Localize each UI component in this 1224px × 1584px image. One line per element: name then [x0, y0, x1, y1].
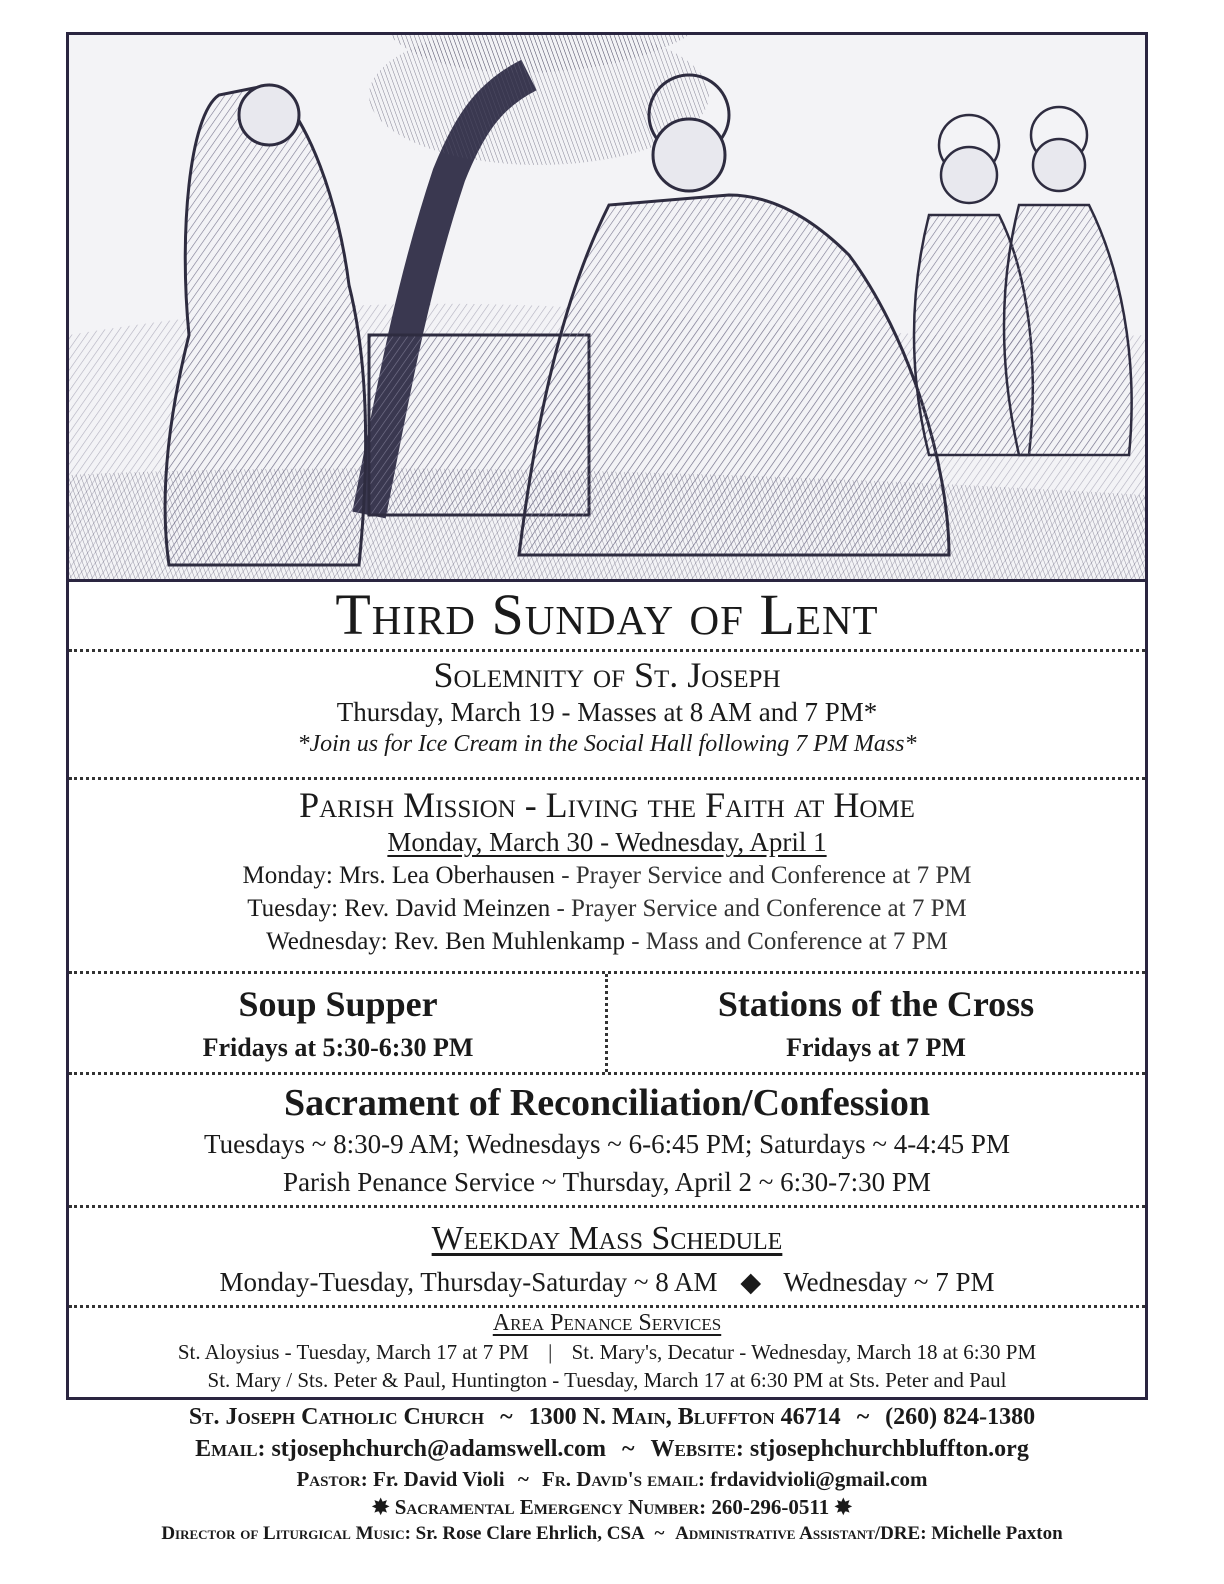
stations-heading: Stations of the Cross	[717, 984, 1035, 1024]
weekday-left: Monday-Tuesday, Thursday-Saturday ~ 8 AM	[219, 1267, 718, 1297]
area-aloysius: St. Aloysius - Tuesday, March 17 at 7 PM	[177, 1340, 529, 1364]
church-phone: (260) 824-1380	[885, 1404, 1036, 1430]
area-line-1	[69, 1338, 1145, 1366]
pastor-email-link[interactable]: frdavidvioli@gmail.com	[710, 1467, 928, 1491]
music-director: Sr. Rose Clare Ehrlich, CSA	[415, 1523, 644, 1544]
stations-of-cross	[607, 974, 1145, 1066]
mission-speaker: Tuesday: Rev. David Meinzen	[247, 895, 551, 922]
divider	[69, 1072, 1145, 1075]
solemnity-section	[69, 655, 1145, 759]
area-penance-section	[69, 1308, 1145, 1394]
penance-service: Parish Penance Service ~ Thursday, April 2 ~ 6:30-7:30 PM	[283, 1167, 931, 1197]
solemnity-masses: Thursday, March 19 - Masses at 8 AM and 7 PM*	[336, 697, 878, 727]
weekday-heading: Weekday Mass Schedule	[431, 1220, 783, 1257]
church-name: St. Joseph Catholic Church	[188, 1404, 485, 1430]
star-icon: ✸	[834, 1495, 853, 1519]
area-decatur: St. Mary's, Decatur - Wednesday, March 18 at 6:30 PM	[571, 1340, 1037, 1364]
area-heading: Area Penance Services	[492, 1310, 722, 1336]
email-link[interactable]: stjosephchurch@adamswell.com	[271, 1436, 606, 1462]
weekday-times	[69, 1259, 1145, 1305]
mission-dates: Monday, March 30 - Wednesday, April 1	[387, 827, 827, 857]
church-info: St. Joseph Catholic Church ~ 1300 N. Main, Bluffton 46714 ~ (260) 824-1380	[188, 1404, 1036, 1430]
website-link[interactable]: stjosephchurchbluffton.org	[749, 1436, 1029, 1462]
mission-event: - Prayer Service and Conference at 7 PM	[554, 862, 972, 889]
assistant-name: Michelle Paxton	[931, 1523, 1063, 1544]
mission-speaker: Wednesday: Rev. Ben Muhlenkamp	[266, 928, 625, 955]
reconciliation-section	[69, 1081, 1145, 1201]
mission-event: - Mass and Conference at 7 PM	[624, 928, 948, 955]
contact-info: Email: stjosephchurch@adamswell.com ~ Website: stjosephchurchbluffton.org	[195, 1436, 1029, 1462]
weekday-right: Wednesday ~ 7 PM	[783, 1267, 995, 1297]
page-title: Third Sunday of Lent	[335, 582, 879, 647]
solemnity-heading: Solemnity of St. Joseph	[433, 655, 781, 695]
staff-info: Director of Liturgical Music: Sr. Rose Clare Ehrlich, CSA ~ Administrative Assistant/DRE: Michelle Paxton	[161, 1523, 1063, 1544]
mission-day-row	[69, 892, 1145, 925]
mission-heading: Parish Mission - Living the Faith at Home	[299, 785, 915, 825]
soup-heading: Soup Supper	[238, 984, 438, 1024]
diamond-icon: ◆	[740, 1267, 762, 1297]
mission-speaker: Monday: Mrs. Lea Oberhausen	[242, 862, 555, 889]
flyer-frame	[66, 32, 1148, 1400]
pastor-name: Fr. David Violi	[372, 1467, 505, 1491]
divider	[69, 649, 1145, 652]
hero-engraving	[69, 35, 1145, 582]
woman-at-the-well-engraving-icon	[69, 35, 1145, 579]
mission-day-row	[69, 925, 1145, 958]
pastor-info: Pastor: Fr. David Violi ~ Fr. David's email: frdavidvioli@gmail.com	[296, 1467, 928, 1491]
mission-event: - Prayer Service and Conference at 7 PM	[550, 895, 967, 922]
emergency-info: ✸ Sacramental Emergency Number: 260-296-0511 ✸	[371, 1495, 853, 1519]
divider	[69, 1205, 1145, 1208]
star-icon: ✸	[371, 1495, 390, 1519]
friday-section	[69, 974, 1145, 1072]
footer	[0, 1401, 1224, 1547]
area-line-2: St. Mary / Sts. Peter & Paul, Huntington - Tuesday, March 17 at 6:30 PM at Sts. Peter and Paul	[207, 1368, 1007, 1392]
soup-supper	[69, 974, 607, 1066]
area-separator: |	[548, 1340, 553, 1364]
stations-time: Fridays at 7 PM	[786, 1033, 966, 1062]
weekday-section	[69, 1219, 1145, 1305]
mission-section	[69, 785, 1145, 958]
mission-day-row	[69, 859, 1145, 892]
church-address: 1300 N. Main, Bluffton 46714	[528, 1404, 841, 1430]
soup-time: Fridays at 5:30-6:30 PM	[202, 1033, 474, 1062]
solemnity-note: *Join us for Ice Cream in the Social Hall following 7 PM Mass*	[297, 731, 917, 757]
reconciliation-heading: Sacrament of Reconciliation/Confession	[284, 1082, 930, 1124]
reconciliation-times: Tuesdays ~ 8:30-9 AM; Wednesdays ~ 6-6:45 PM; Saturdays ~ 4-4:45 PM	[204, 1129, 1010, 1159]
divider	[69, 777, 1145, 780]
emergency-number: 260-296-0511	[711, 1495, 830, 1519]
